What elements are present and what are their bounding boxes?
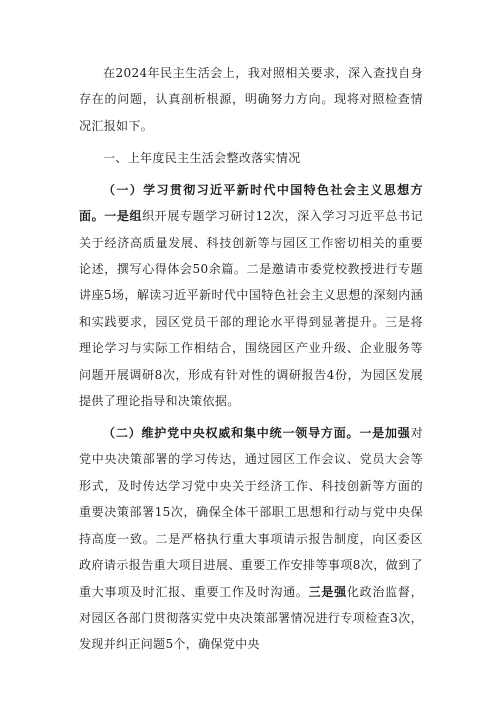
subsection-1-lead: 一是组 [104,209,143,224]
subsection-2-lead-2: 三是强 [308,584,347,599]
section-heading [79,145,423,171]
subsection-2-body-1: 对党中央决策部署的学习传达，通过园区工作会议、党员大会等形式，及时传达学习党中央关于经济工作、科技创新等方面的重要决策部署15次，确保全体干部职工思想和行动与党中央保持高度一致。二是严格执行重大事项请示报告制度，向区委区政府请示报告重大项目进展、重要工作安排等事项8次，做到了重大事项及时汇报、重要工作及时沟通。 [79,426,423,599]
subsection-2-lead: 一是加强 [359,426,411,441]
subsection-1-title: （一）学习贯彻习近平新时代中国特色社会主义思想方面。 [79,182,423,224]
section-heading-text: 一、上年度民主生活会整改落实情况 [103,150,301,165]
intro-paragraph [79,60,423,139]
subsection-1-paragraph [79,177,423,415]
subsection-2-body-2: 化政治监督，对园区各部门贯彻落实党中央决策部署情况进行专项检查3次，发现并纠正问题5个，确保党中央 [79,584,423,652]
intro-text: 在2024年民主生活会上，我对照相关要求，深入查找自身存在的问题，认真剖析根源，明确努力方向。现将对照检查情况汇报如下。 [79,66,423,133]
subsection-1-body: 织开展专题学习研讨12次，深入学习习近平总书记关于经济高质量发展、科技创新等与园区工作密切相关的重要论述，撰写心得体会50余篇。二是邀请市委党校教授进行专题讲座5场，解读习近平新时代中国特色社会主义思想的深刻内涵和实践要求，园区党员干部的理论水平得到显著提升。三是将理论学习与实际工作相结合，围绕园区产业升级、企业服务等问题开展调研8次，形成有针对性的调研报告4份，为园区发展提供了理论指导和决策依据。 [79,209,423,409]
subsection-2-paragraph [79,420,423,658]
subsection-2-title: （二）维护党中央权威和集中统一领导方面。 [103,426,360,441]
document-body [79,60,423,663]
